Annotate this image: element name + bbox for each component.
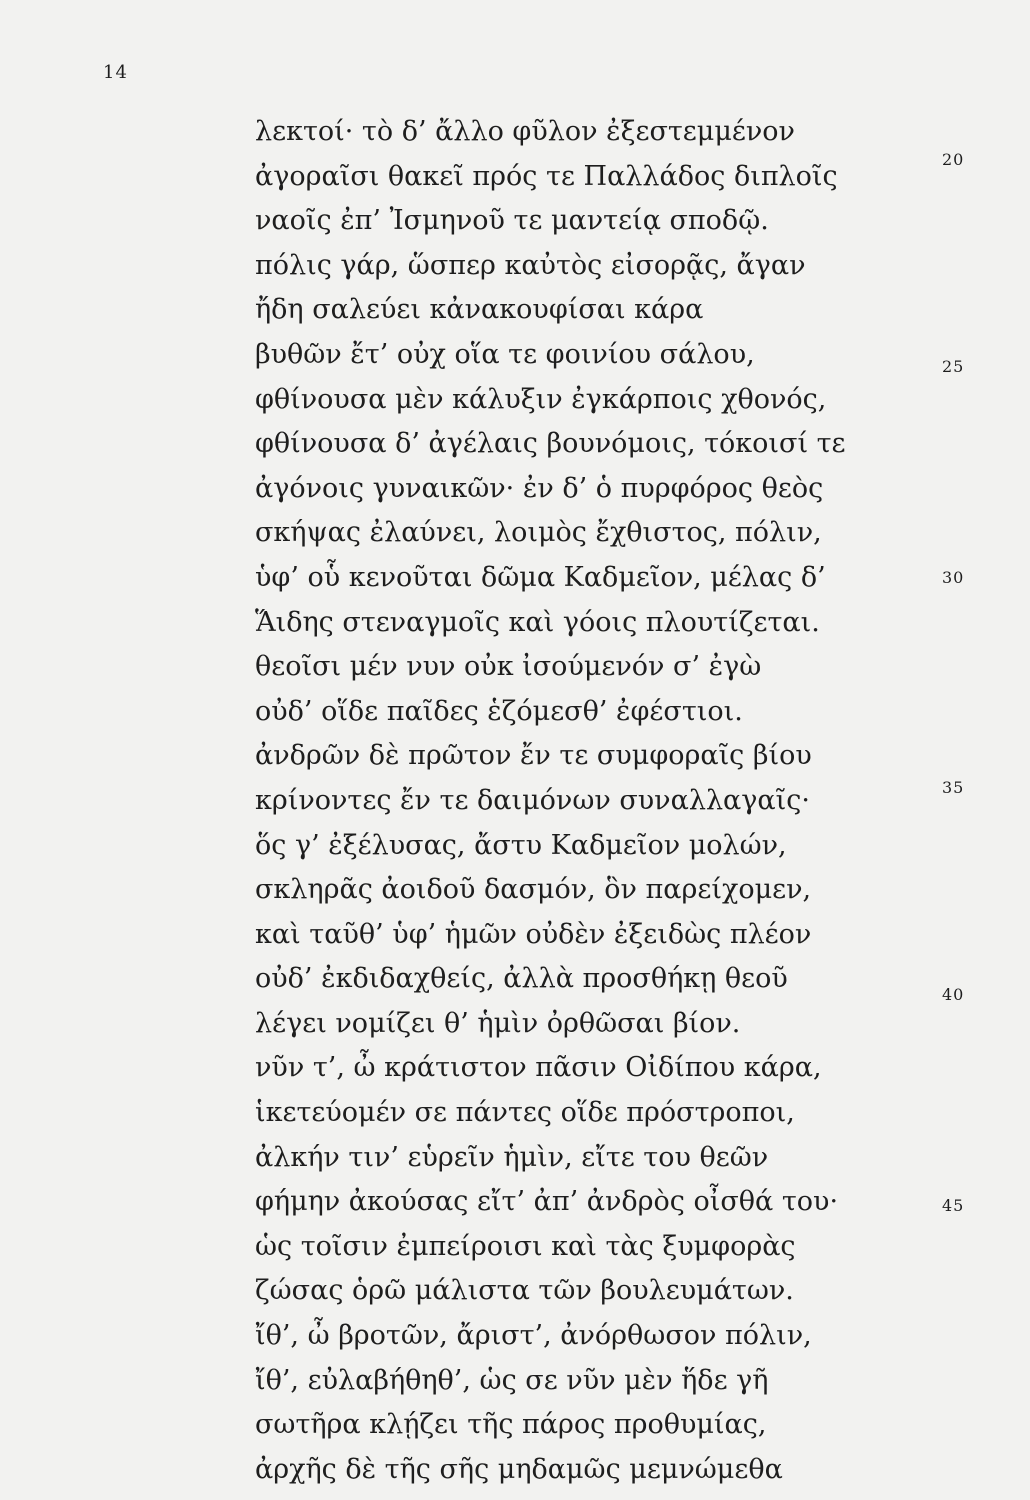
verse-text: νῦν τ’, ὦ κράτιστον πᾶσιν Οἰδίπου κάρα, [255,1052,822,1084]
verse-text: πόλις γάρ, ὥσπερ καὐτὸς εἰσορᾷς, ἄγαν [255,249,806,281]
verse-text: φθίνουσα δ’ ἀγέλαις βουνόμοις, τόκοισί τε [255,428,846,460]
verse-line [255,957,915,1002]
line-number: 25 [942,357,965,376]
verse-line [255,601,915,646]
verse-text: ἀλκήν τιν’ εὑρεῖν ἡμὶν, εἴτε του θεῶν [255,1141,769,1173]
verse-text: σκληρᾶς ἀοιδοῦ δασμόν, ὃν παρείχομεν, [255,874,812,906]
verse-line [255,333,915,378]
verse-line [255,422,915,467]
verse-text: λεκτοί· τὸ δ’ ἄλλο φῦλον ἐξεστεμμένον [255,116,795,147]
page-number: 14 [103,62,128,83]
verse-line [255,1359,915,1404]
verse-line [255,467,915,512]
verse-text: βυθῶν ἔτ’ οὐχ οἵα τε φοινίου σάλου, [255,338,755,370]
verse-line [255,779,915,824]
line-number: 40 [942,985,965,1004]
line-number: 45 [942,1196,965,1215]
verse-line [255,1180,915,1225]
verse-text: φθίνουσα μὲν κάλυξιν ἐγκάρποις χθονός, [255,383,827,415]
verse-text: κρίνοντες ἔν τε δαιμόνων συναλλαγαῖς· [255,784,810,816]
verse-text: ὑφ’ οὗ κενοῦται δῶμα Καδμεῖον, μέλας δ’ [255,561,826,593]
verse-line [255,556,915,601]
verse-line [255,1269,915,1314]
verse-text: ὅς γ’ ἐξέλυσας, ἄστυ Καδμεῖον μολών, [255,829,787,861]
verse-line [255,1448,915,1493]
verse-text: ἱκετεύομέν σε πάντες οἵδε πρόστροποι, [255,1097,795,1129]
verse-text: θεοῖσι μέν νυν οὐκ ἰσούμενόν σ’ ἐγὼ [255,651,762,683]
verse-line [255,1225,915,1270]
verse-line [255,511,915,556]
verse-text: σκήψας ἐλαύνει, λοιμὸς ἔχθιστος, πόλιν, [255,517,822,549]
verse-text: οὐδ’ ἐκδιδαχθείς, ἀλλὰ προσθήκῃ θεοῦ [255,963,788,995]
verse-line [255,824,915,869]
verse-line [255,1091,915,1136]
verse-line [255,244,915,289]
verse-line [255,1046,915,1091]
verse-text: Ἅιδης στεναγμοῖς καὶ γόοις πλουτίζεται. [255,606,820,638]
verse-text: φήμην ἀκούσας εἴτ’ ἀπ’ ἀνδρὸς οἶσθά του· [255,1186,839,1218]
verse-text: οὐδ’ οἵδε παῖδες ἑζόμεσθ’ ἐφέστιοι. [255,695,743,727]
verse-text: ὡς τοῖσιν ἐμπείροισι καὶ τὰς ξυμφορὰς [255,1230,796,1262]
verse-line [255,913,915,958]
verse-text: σωτῆρα κλῄζει τῆς πάρος προθυμίας, [255,1409,767,1441]
verse-text: ἤδη σαλεύει κἀνακουφίσαι κάρα [255,294,704,326]
verse-text: ἀνδρῶν δὲ πρῶτον ἔν τε συμφοραῖς βίου [255,740,812,772]
verse-line [255,1314,915,1359]
verse-text: ναοῖς ἐπ’ Ἰσμηνοῦ τε μαντείᾳ σποδῷ. [255,205,769,237]
verse-text: ἀγοραῖσι θακεῖ πρός τε Παλλάδος διπλοῖς [255,160,838,192]
verse-line [255,645,915,690]
verse-line [255,155,915,200]
verse-text: λέγει νομίζει θ’ ἡμὶν ὀρθῶσαι βίον. [255,1007,741,1039]
verse-line [255,199,915,244]
verse-line [255,378,915,423]
verse-line [255,868,915,913]
verse-line [255,734,915,779]
verse-text: καὶ ταῦθ’ ὑφ’ ἡμῶν οὐδὲν ἐξειδὼς πλέον [255,918,812,950]
verse-line [255,1136,915,1181]
line-number: 20 [942,150,965,169]
verse-line [255,1002,915,1047]
verse-text: ζώσας ὁρῶ μάλιστα τῶν βουλευμάτων. [255,1275,794,1307]
line-number: 30 [942,568,965,587]
verse-line [255,110,915,155]
verse-text: ἴθ’, ὦ βροτῶν, ἄριστ’, ἀνόρθωσον πόλιν, [255,1320,812,1352]
verse-text: ἴθ’, εὐλαβήθηθ’, ὡς σε νῦν μὲν ἥδε γῆ [255,1364,769,1396]
verse-line [255,690,915,735]
line-number: 35 [942,778,965,797]
verse-line [255,1403,915,1448]
verse-block [255,110,915,1492]
verse-text: ἀρχῆς δὲ τῆς σῆς μηδαμῶς μεμνώμεθα [255,1453,783,1485]
verse-line [255,288,915,333]
verse-text: ἀγόνοις γυναικῶν· ἐν δ’ ὁ πυρφόρος θεὸς [255,472,824,504]
